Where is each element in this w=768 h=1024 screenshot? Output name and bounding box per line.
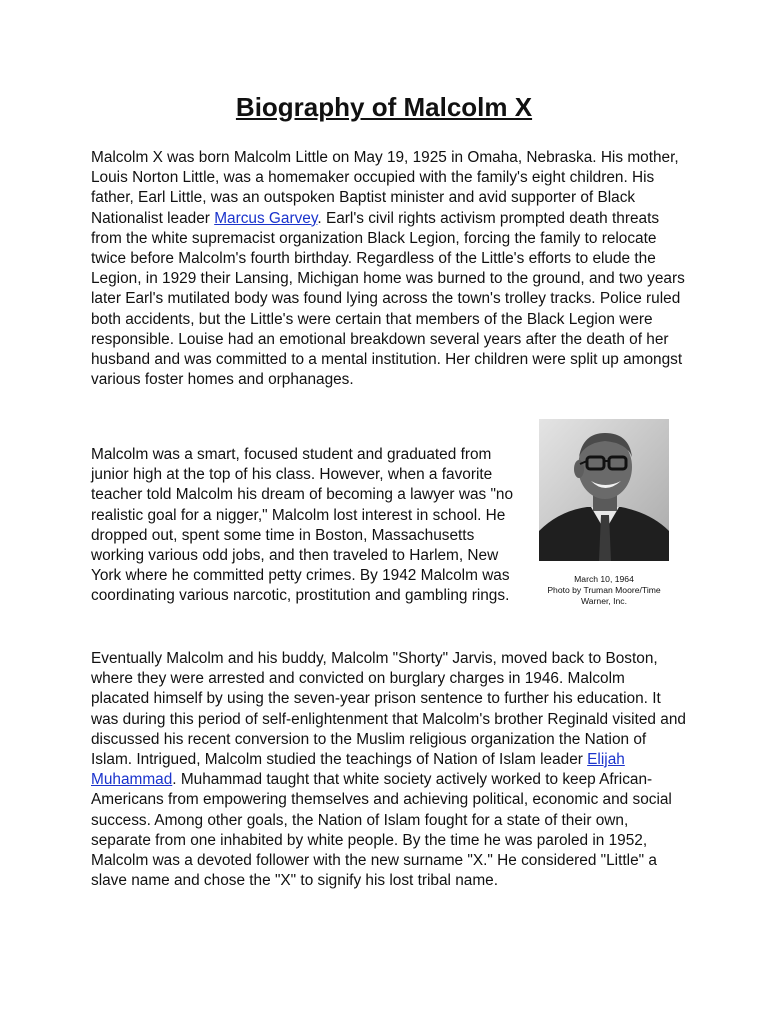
caption-date: March 10, 1964 [574, 574, 634, 584]
paragraph-youth [91, 445, 531, 607]
elijah-muhammad-link[interactable]: Elijah Muhammad [91, 751, 625, 789]
page-title: Biography of Malcolm X [235, 92, 533, 122]
paragraph-text: Eventually Malcolm and his buddy, Malcolm "Shorty" Jarvis, moved back to Boston, where they were arrested and convicted on burglary charges in 1946. Malcolm placated himself by using the seven-year prison sentence to further his education. It was during this period of self-enlightenment that Malcolm's brother Reginald visited and discussed his recent conversion to the Muslim religious organization the Nation of Islam. Intrigued, Malcolm studied the teachings of Nation of Islam leader [91, 650, 686, 769]
paragraph-text: . Earl's civil rights activism prompted death threats from the white supremacist organization Black Legion, forcing the family to relocate twice before Malcolm's fourth birthday. Regardless of the Little's efforts to elude the Legion, in 1929 their Lansing, Michigan home was burned to the ground, and two years later Earl's mutilated body was found lying across the town's trolley tracks. Police ruled both accidents, but the Little's were certain that members of the Black Legion were responsible. Louise had an emotional breakdown several years after the death of her husband and was committed to a mental institution. Her children were split up amongst various foster homes and orphanages. [91, 209, 685, 389]
photo-figure [539, 419, 669, 607]
photo-caption [539, 574, 669, 607]
caption-credit: Photo by Truman Moore/Time Warner, Inc. [547, 585, 661, 606]
paragraph-prison-nation-of-islam [91, 649, 686, 891]
paragraph-text: Malcolm X was born Malcolm Little on May 19, 1925 in Omaha, Nebraska. His mother, Louis Norton Little, was a homemaker occupied with the family's eight children. His father, Earl Little, was an outspoken Baptist minister and avid supporter of Black Nationalist leader [91, 149, 679, 227]
paragraph-early-life [91, 148, 686, 390]
paragraph-text: . Muhammad taught that white society actively worked to keep African-Americans from empowering themselves and achieving political, economic and social success. Among other goals, the Nation of Islam fought for a state of their own, separate from one inhabited by white people. By the time he was paroled in 1952, Malcolm was a devoted follower with the new surname "X." He considered "Little" a slave name and chose the "X" to signify his lost tribal name. [91, 771, 672, 890]
marcus-garvey-link[interactable]: Marcus Garvey [214, 209, 318, 227]
paragraph-text: Malcolm was a smart, focused student and graduated from junior high at the top of his class. However, when a favorite teacher told Malcolm his dream of becoming a lawyer was "no realistic goal for a nigger," Malcolm lost interest in school. He dropped out, spent some time in Boston, Massachusetts working various odd jobs, and then traveled to Harlem, New York where he committed petty crimes. By 1942 Malcolm was coordinating various narcotic, prostitution and gambling rings. [91, 446, 514, 605]
malcolm-x-photo [539, 419, 669, 561]
